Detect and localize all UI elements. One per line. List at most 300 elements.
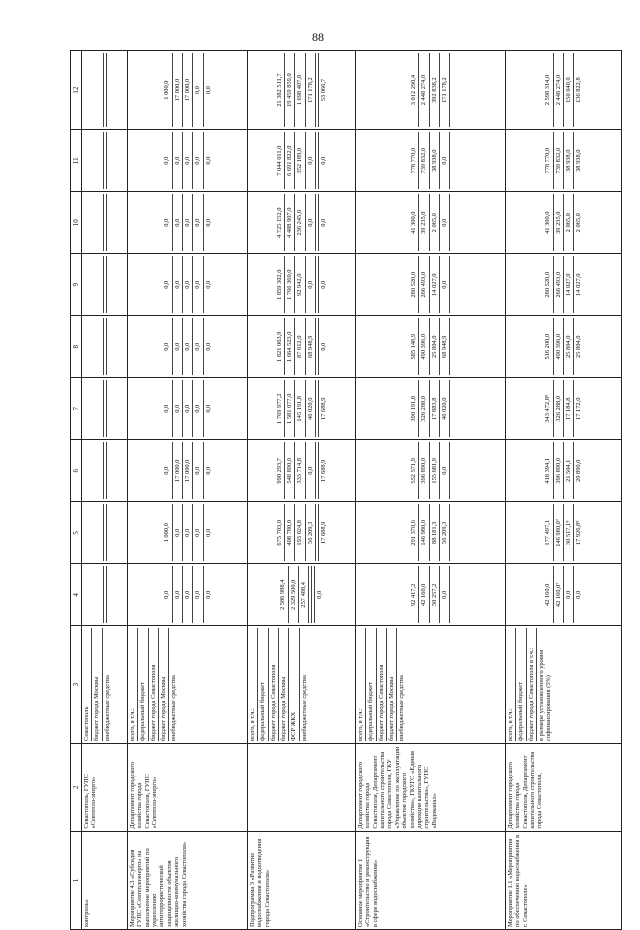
value: 0,0 bbox=[172, 194, 181, 251]
value-cell bbox=[356, 378, 506, 440]
value bbox=[315, 194, 317, 251]
value-cell bbox=[356, 440, 506, 502]
value bbox=[315, 318, 317, 375]
funding-source-cell bbox=[82, 626, 128, 744]
value: 266 493,0 bbox=[418, 256, 427, 313]
value: 0,0 bbox=[192, 566, 201, 623]
value: 17 000,0 bbox=[182, 53, 191, 127]
value: 17 000,0 bbox=[172, 442, 181, 499]
value: 171 178,2 bbox=[305, 53, 314, 127]
value-cell bbox=[506, 254, 622, 316]
value: 56 209,3 bbox=[305, 504, 314, 561]
funding-source: федеральный бюджет bbox=[257, 628, 266, 741]
value: 333 714,8 bbox=[294, 442, 303, 499]
value: 2 586 988,4 bbox=[279, 579, 287, 610]
value: 0,0 bbox=[305, 442, 314, 499]
value: 17 926,8⁸ bbox=[573, 504, 582, 561]
value bbox=[103, 132, 105, 189]
funding-source-cell bbox=[506, 626, 622, 744]
value-cell bbox=[82, 564, 128, 626]
funding-source: внебюджетные средства bbox=[299, 628, 308, 741]
funding-source: внебюджетные средства bbox=[396, 628, 405, 741]
budget-table bbox=[70, 50, 622, 930]
executor-cell bbox=[248, 743, 356, 831]
value: 0,0 bbox=[203, 380, 212, 437]
value: 266 493,0 bbox=[553, 256, 562, 313]
value bbox=[103, 256, 105, 313]
value: 0,0 bbox=[573, 566, 582, 623]
value: 0,0 bbox=[192, 504, 201, 561]
value bbox=[449, 566, 451, 623]
value bbox=[449, 53, 451, 127]
executor-cell: Департамент городского хозяйства города Севастополя, Департамент капитального строительства города Севастополя, bbox=[506, 743, 622, 831]
value: 739 832,0 bbox=[553, 132, 562, 189]
value bbox=[103, 442, 105, 499]
value-cell bbox=[506, 316, 622, 378]
funding-source: бюджет города Севастополя bbox=[148, 628, 157, 741]
value: 0,0 bbox=[318, 318, 327, 375]
value: 1 664 523,0 bbox=[284, 318, 293, 375]
value: 778 770,0 bbox=[544, 147, 552, 174]
value: 0,0 bbox=[192, 132, 201, 189]
value: 88 181,3 bbox=[429, 504, 438, 561]
value: 396 890,0 bbox=[553, 442, 562, 499]
value: 39 235,0 bbox=[553, 194, 562, 251]
value bbox=[106, 53, 108, 127]
executor-cell: Департамент городского хозяйства города Севастополя, Департамент капитального строительства города Севастополя, ГКУ «Управление по эксплуатации объектов городского хозяйства», ГКУГС «Единая дирекция капитального строительства», ГУПС «Водоканал» bbox=[356, 743, 506, 831]
value-cell bbox=[128, 254, 248, 316]
header-row bbox=[71, 51, 82, 930]
value: 0,0 bbox=[203, 442, 212, 499]
value bbox=[106, 318, 108, 375]
value: 0,0 bbox=[192, 53, 201, 127]
value: 418 394,1 bbox=[544, 458, 552, 484]
value: 0,0 bbox=[318, 194, 327, 251]
value: 0,0 bbox=[563, 566, 572, 623]
value: 42 160,0⁷ bbox=[553, 566, 562, 623]
value: 19 459 859,0 bbox=[284, 53, 293, 127]
value: 41 300,0 bbox=[409, 211, 417, 234]
value: 14 027,0 bbox=[563, 256, 572, 313]
value: 21 504,1 bbox=[563, 442, 572, 499]
value: 1 821 063,9 bbox=[275, 331, 283, 362]
table-row bbox=[506, 51, 622, 930]
value bbox=[106, 256, 108, 313]
header-cell: 1 bbox=[71, 831, 82, 929]
value: 408 780,0 bbox=[284, 504, 293, 561]
value: 0,0 bbox=[203, 504, 212, 561]
measure-name-cell: Мероприятие 4.3 «Субсидия ГУПС «Севтеплоэнерго» на выполнение мероприятий по укреплению антитеррористической защищенности объектов жилищно-коммунального хозяйства города Севастополя» bbox=[128, 831, 248, 929]
funding-source: бюджет города Москвы bbox=[278, 628, 287, 741]
value: 280 520,0 bbox=[409, 271, 417, 298]
value: 0,0 bbox=[182, 566, 191, 623]
value bbox=[106, 442, 108, 499]
value-cell bbox=[82, 51, 128, 130]
header-cell: 4 bbox=[71, 564, 82, 626]
value bbox=[103, 318, 105, 375]
value bbox=[315, 132, 317, 189]
header-cell: 3 bbox=[71, 626, 82, 744]
header-cell: 9 bbox=[71, 254, 82, 316]
value-cell bbox=[128, 502, 248, 564]
value: 2 065,0 bbox=[563, 194, 572, 251]
value: 0,0 bbox=[172, 504, 181, 561]
value: 193 024,8 bbox=[294, 504, 303, 561]
value-cell bbox=[506, 192, 622, 254]
funding-source: бюджет города Москвы bbox=[386, 628, 395, 741]
value bbox=[449, 194, 451, 251]
value: 2 065,0 bbox=[573, 194, 582, 251]
value: 0,0 bbox=[172, 380, 181, 437]
value-cell bbox=[248, 440, 356, 502]
value: 17 000,0 bbox=[182, 442, 191, 499]
value: 0,0 bbox=[305, 132, 314, 189]
executor-cell: Департамент городского хозяйства города Севастополя, ГУПС «Севтепло-энерго» bbox=[128, 743, 248, 831]
value: 17 688,9 bbox=[318, 504, 327, 561]
value: 0,0 bbox=[172, 256, 181, 313]
value-cell bbox=[506, 564, 622, 626]
header-cell: 11 bbox=[71, 130, 82, 192]
value bbox=[106, 194, 108, 251]
value: 46 020,0 bbox=[305, 380, 314, 437]
value bbox=[449, 318, 451, 375]
value: 0,0 bbox=[172, 566, 181, 623]
value: 42 160,0 bbox=[544, 583, 552, 607]
value: 0,0 bbox=[192, 380, 201, 437]
value-cell bbox=[82, 316, 128, 378]
value: 1 766 360,0 bbox=[284, 256, 293, 313]
value: 0,0 bbox=[203, 132, 212, 189]
value-cell bbox=[128, 130, 248, 192]
value-cell bbox=[82, 502, 128, 564]
value: 257 488,4 bbox=[298, 566, 307, 623]
value-cell bbox=[248, 130, 356, 192]
value-cell bbox=[248, 254, 356, 316]
measure-name-cell: Основное мероприятие 1 «Строительство и реконструкция в сфере водоснабжения» bbox=[356, 831, 506, 929]
value: 38 938,0 bbox=[563, 132, 572, 189]
value bbox=[106, 132, 108, 189]
funding-source: федеральный бюджет bbox=[365, 628, 374, 741]
value: 390 191,8 bbox=[409, 396, 417, 422]
value: 0,0 bbox=[163, 218, 171, 227]
value: 0,0 bbox=[182, 318, 191, 375]
value bbox=[449, 256, 451, 313]
value: 0,0 bbox=[305, 194, 314, 251]
value: 291 370,6 bbox=[409, 520, 417, 546]
value: 0,0 bbox=[172, 318, 181, 375]
value-cell bbox=[356, 192, 506, 254]
value: 25 804,0 bbox=[429, 318, 438, 375]
value: 396 890,0 bbox=[418, 442, 427, 499]
value bbox=[315, 256, 317, 313]
value: 150 040,0 bbox=[563, 53, 572, 127]
value-cell bbox=[128, 192, 248, 254]
value: 1 000,0 bbox=[163, 523, 171, 543]
value-cell bbox=[82, 440, 128, 502]
value-cell bbox=[248, 316, 356, 378]
value: 352 189,0 bbox=[294, 132, 303, 189]
value-cell bbox=[248, 51, 356, 130]
value bbox=[315, 504, 317, 561]
value bbox=[315, 442, 317, 499]
value-cell bbox=[248, 564, 356, 626]
value-cell bbox=[506, 51, 622, 130]
value-cell bbox=[82, 254, 128, 316]
value: 46 020,0 bbox=[439, 380, 448, 437]
value: 0,0 bbox=[163, 466, 171, 475]
value: 0,0 bbox=[203, 53, 212, 127]
value: 25 804,0 bbox=[563, 318, 572, 375]
value bbox=[103, 380, 105, 437]
value: 0,0 bbox=[192, 194, 201, 251]
value: 17 000,0 bbox=[172, 53, 181, 127]
funding-source: федеральный бюджет bbox=[515, 628, 524, 741]
value: 0,0 bbox=[203, 566, 212, 623]
value-cell bbox=[248, 192, 356, 254]
value: 392 838,2 bbox=[429, 53, 438, 127]
value: 548 890,0 bbox=[284, 442, 293, 499]
value: 1 769 977,2 bbox=[275, 393, 283, 424]
value: 0,0 bbox=[439, 256, 448, 313]
value: 17 883,8 bbox=[429, 380, 438, 437]
value: 778 770,0 bbox=[409, 147, 417, 174]
value: 490 396,0 bbox=[418, 318, 427, 375]
funding-source: бюджет города Севастополя в т.ч.: bbox=[526, 628, 535, 741]
value bbox=[103, 194, 105, 251]
funding-source: всего, в т.ч.: bbox=[507, 708, 515, 741]
value-cell bbox=[128, 51, 248, 130]
funding-source: всего, в т.ч.: bbox=[249, 708, 257, 741]
funding-source: всего, в т.ч.: bbox=[357, 708, 365, 741]
value: 41 300,0 bbox=[544, 211, 552, 234]
value: 0,0 bbox=[305, 256, 314, 313]
value bbox=[106, 380, 108, 437]
value: 53 066,7 bbox=[318, 53, 327, 127]
funding-source: федеральный бюджет bbox=[137, 628, 146, 741]
value: 39 235,0 bbox=[418, 194, 427, 251]
funding-source: всего, в т.ч.: bbox=[129, 708, 137, 741]
measure-name-cell: контроль» bbox=[82, 831, 128, 929]
value: 2 598 314,0 bbox=[544, 74, 552, 106]
funding-source: в размере установленного уровня софинансирования (5%) bbox=[536, 628, 553, 741]
value bbox=[106, 566, 108, 623]
funding-source: Севастополь bbox=[83, 706, 91, 741]
value bbox=[449, 380, 451, 437]
value bbox=[311, 566, 313, 623]
value: 50 257,2 bbox=[429, 566, 438, 623]
value bbox=[449, 442, 451, 499]
value: 585 148,9 bbox=[409, 333, 417, 360]
value: 25 804,0 bbox=[573, 318, 582, 375]
funding-source: ФСР ЖКХ bbox=[288, 628, 297, 741]
value: 68 948,9 bbox=[305, 318, 314, 375]
value: 343 472,8⁸ bbox=[544, 394, 552, 423]
value: 2 065,0 bbox=[429, 194, 438, 251]
value-cell bbox=[506, 440, 622, 502]
value: 145 191,8 bbox=[294, 380, 303, 437]
value: 0,0 bbox=[182, 132, 191, 189]
value: 17 688,9 bbox=[318, 442, 327, 499]
value: 4 725 152,0 bbox=[275, 207, 283, 238]
value: 2 448 274,0 bbox=[418, 53, 427, 127]
table-row bbox=[356, 51, 506, 930]
value bbox=[103, 504, 105, 561]
header-cell: 8 bbox=[71, 316, 82, 378]
value: 0,0 bbox=[182, 194, 191, 251]
value: 92 417,2 bbox=[409, 583, 417, 607]
value-cell bbox=[248, 502, 356, 564]
value-cell bbox=[248, 378, 356, 440]
header-cell: 5 bbox=[71, 502, 82, 564]
value: 14 027,0 bbox=[429, 256, 438, 313]
value bbox=[308, 566, 310, 623]
value: 2 329 500,0 bbox=[288, 566, 297, 623]
funding-source: бюджет города Москвы bbox=[91, 628, 100, 741]
value: 136 822,8 bbox=[573, 53, 582, 127]
funding-source: бюджет города Севастополя bbox=[376, 628, 385, 741]
value: 1 000,0 bbox=[163, 80, 171, 100]
value: 0,0 bbox=[439, 566, 448, 623]
value: 68 948,9 bbox=[439, 318, 448, 375]
value: 38 938,0 bbox=[573, 132, 582, 189]
funding-source: внебюджетные средства bbox=[168, 628, 177, 741]
value-cell bbox=[506, 378, 622, 440]
value: 38 938,0 bbox=[429, 132, 438, 189]
value: 326 288,0 bbox=[418, 380, 427, 437]
funding-source-cell bbox=[248, 626, 356, 744]
value: 0,0 bbox=[182, 504, 191, 561]
value: 326 288,0 bbox=[553, 380, 562, 437]
value-cell bbox=[82, 130, 128, 192]
value: 87 612,0 bbox=[294, 318, 303, 375]
funding-source: внебюджетные средства bbox=[102, 628, 111, 741]
header-cell: 12 bbox=[71, 51, 82, 130]
value: 0,0 bbox=[192, 442, 201, 499]
value-cell bbox=[356, 51, 506, 130]
value-cell bbox=[356, 564, 506, 626]
value: 675 703,0 bbox=[275, 520, 283, 546]
value-cell bbox=[128, 440, 248, 502]
executor-cell: Севастополь, ГУПС «Севтепло-энерго» bbox=[82, 743, 128, 831]
value: 0,0 bbox=[439, 132, 448, 189]
table-body bbox=[82, 51, 622, 930]
value-cell bbox=[128, 378, 248, 440]
value: 3 012 290,4 bbox=[409, 74, 417, 106]
value: 20 890,0 bbox=[573, 442, 582, 499]
value: 92 942,0 bbox=[294, 256, 303, 313]
value: 2 448 274,0 bbox=[553, 53, 562, 127]
value: 14 027,0 bbox=[573, 256, 582, 313]
table-row bbox=[82, 51, 128, 930]
value: 280 520,0 bbox=[544, 271, 552, 298]
value: 0,0 bbox=[182, 380, 191, 437]
value: 171 178,2 bbox=[439, 53, 448, 127]
value: 0,0 bbox=[163, 590, 171, 599]
value: 0,0 bbox=[163, 156, 171, 165]
value: 21 382 511,7 bbox=[275, 73, 283, 107]
value: 30 517,1⁸ bbox=[563, 504, 572, 561]
value: 0,0 bbox=[203, 194, 212, 251]
value: 552 571,9 bbox=[409, 458, 417, 484]
header-cell: 7 bbox=[71, 378, 82, 440]
value: 0,0 bbox=[318, 256, 327, 313]
value: 0,0 bbox=[163, 280, 171, 289]
funding-source-cell bbox=[128, 626, 248, 744]
value: 17 184,8 bbox=[563, 380, 572, 437]
value: 155 681,9 bbox=[429, 442, 438, 499]
header-cell: 2 bbox=[71, 743, 82, 831]
value-cell bbox=[356, 502, 506, 564]
value: 0,0 bbox=[192, 256, 201, 313]
value-cell bbox=[128, 316, 248, 378]
value-cell bbox=[506, 502, 622, 564]
header-cell: 6 bbox=[71, 440, 82, 502]
value: 0,0 bbox=[203, 318, 212, 375]
value bbox=[315, 380, 317, 437]
value: 0,0 bbox=[163, 404, 171, 413]
value: 1 581 077,0 bbox=[284, 380, 293, 437]
value: 0,0 bbox=[192, 318, 201, 375]
value bbox=[449, 504, 451, 561]
table-row bbox=[248, 51, 356, 930]
value: 0,0 bbox=[163, 342, 171, 351]
funding-source: бюджет города Севастополя bbox=[268, 628, 277, 741]
value bbox=[103, 53, 105, 127]
rotated-table-sheet bbox=[70, 50, 610, 930]
value: 0,0 bbox=[318, 132, 327, 189]
value: 990 293,7 bbox=[275, 458, 283, 484]
value: 0,0 bbox=[439, 442, 448, 499]
value-cell bbox=[356, 254, 506, 316]
value: 0,0 bbox=[182, 256, 191, 313]
value: 177 497,1 bbox=[544, 520, 552, 546]
value-cell bbox=[506, 130, 622, 192]
value: 4 488 907,0 bbox=[284, 194, 293, 251]
value: 236 245,0 bbox=[294, 194, 303, 251]
value bbox=[315, 53, 317, 127]
value bbox=[449, 132, 451, 189]
value: 42 160,0 bbox=[418, 566, 427, 623]
header-cell: 10 bbox=[71, 192, 82, 254]
value: 6 691 822,0 bbox=[284, 132, 293, 189]
value: 739 832,0 bbox=[418, 132, 427, 189]
value-cell bbox=[82, 192, 128, 254]
value: 146 980,0 bbox=[418, 504, 427, 561]
value bbox=[106, 504, 108, 561]
value: 0,0 bbox=[314, 566, 323, 623]
measure-name-cell: Подпрограмма 3 «Развитие водоснабжения и водоотведения города Севастополя» bbox=[248, 831, 356, 929]
value: 0,0 bbox=[172, 132, 181, 189]
value: 56 209,3 bbox=[439, 504, 448, 561]
value: 490 396,0 bbox=[553, 318, 562, 375]
funding-source-cell bbox=[356, 626, 506, 744]
measure-name-cell: Мероприятие 1.1 «Мероприятия по обеспечению водоснабжения в г. Севастополе» bbox=[506, 831, 622, 929]
value: 516 200,0 bbox=[544, 333, 552, 360]
value: 17 172,0 bbox=[573, 380, 582, 437]
value bbox=[103, 566, 105, 623]
value: 7 044 011,0 bbox=[275, 145, 283, 176]
value: 1 859 302,0 bbox=[275, 269, 283, 300]
value-cell bbox=[356, 130, 506, 192]
value: 146 980,0⁷ bbox=[553, 504, 562, 561]
value: 0,0 bbox=[439, 194, 448, 251]
value-cell bbox=[356, 316, 506, 378]
funding-source: бюджет города Москвы bbox=[158, 628, 167, 741]
value: 17 688,9 bbox=[318, 380, 327, 437]
value-cell bbox=[128, 564, 248, 626]
value: 0,0 bbox=[203, 256, 212, 313]
value: 1 698 407,8 bbox=[294, 53, 303, 127]
